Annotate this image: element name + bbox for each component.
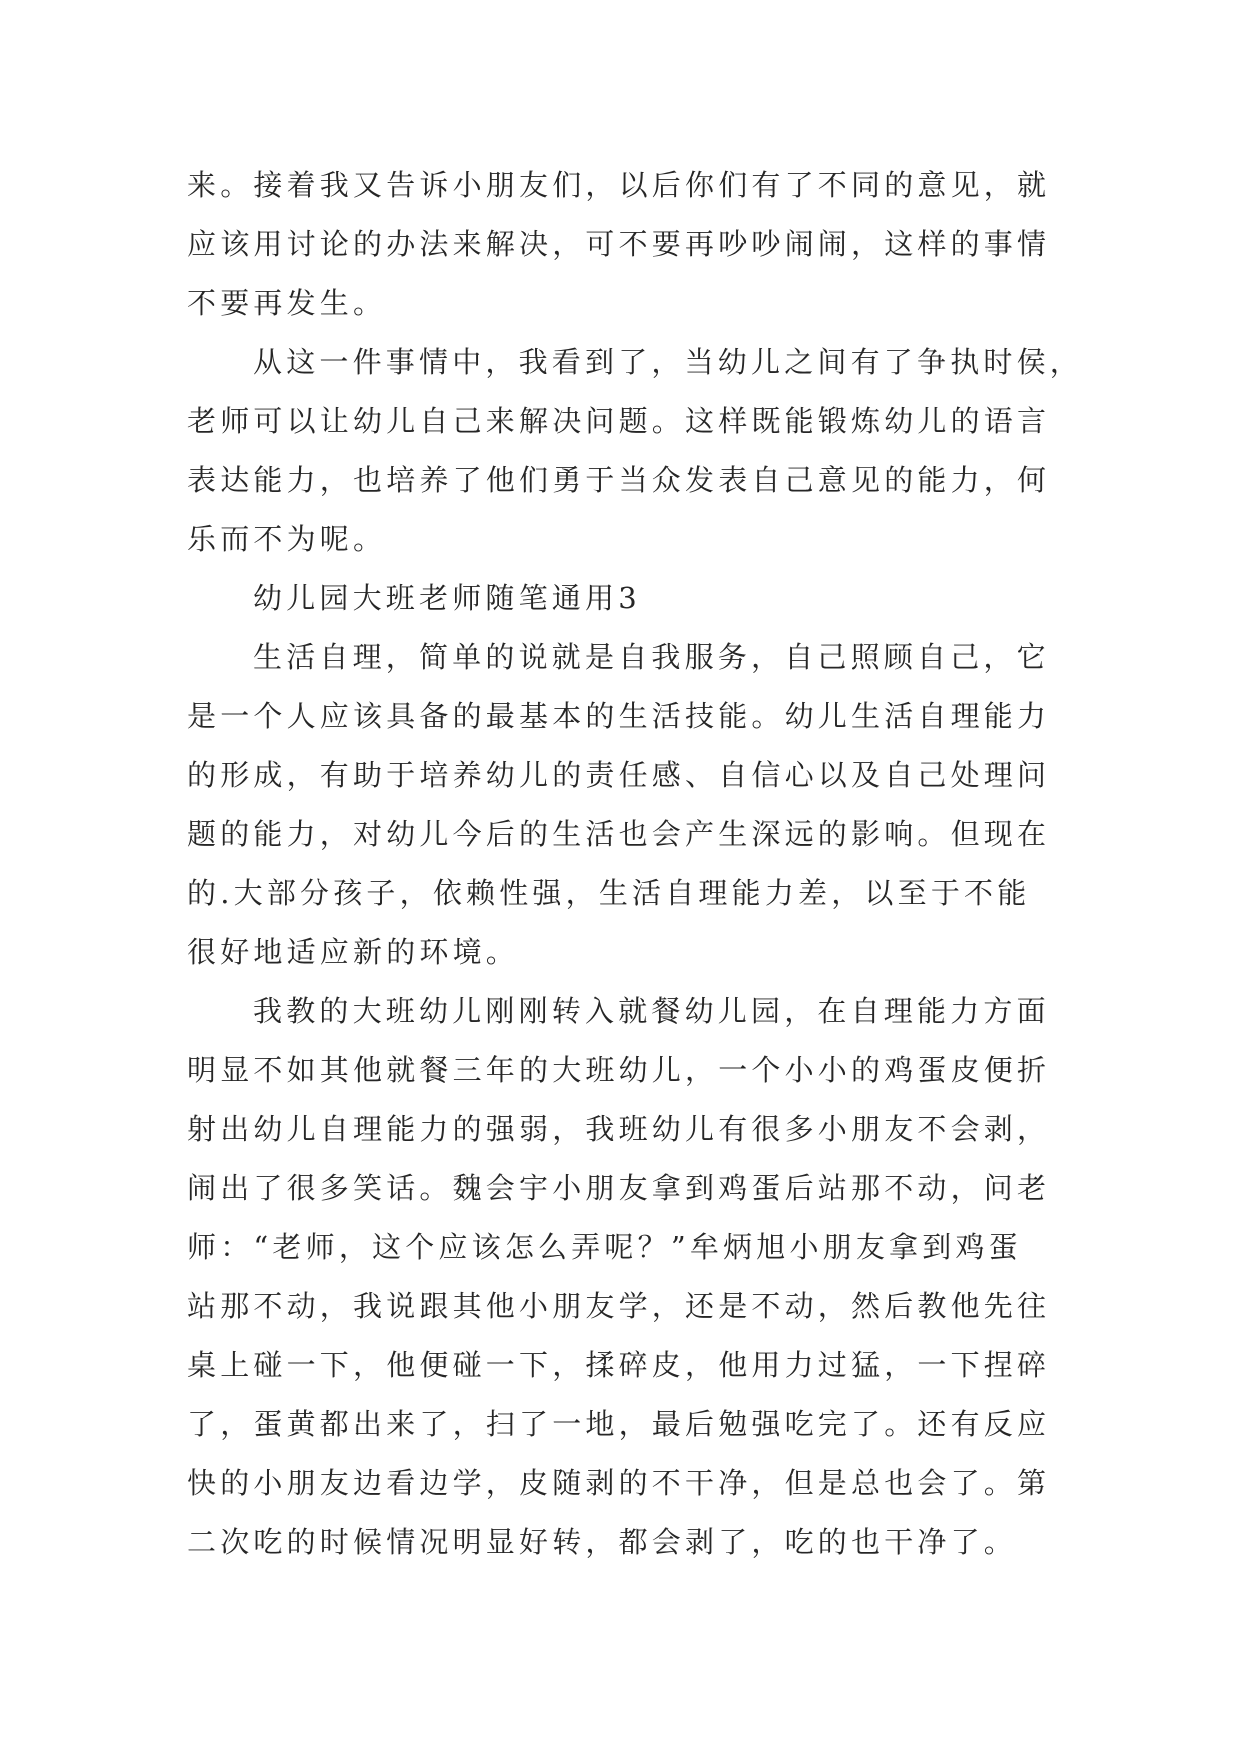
text-line: 是一个人应该具备的最基本的生活技能。幼儿生活自理能力 — [187, 699, 1051, 733]
text-line: 不要再发生。 — [187, 286, 387, 320]
text-line: 从这一件事情中，我看到了，当幼儿之间有了争执时侯， — [253, 345, 1084, 379]
text-line: 快的小朋友边看边学，皮随剥的不干净，但是总也会了。第 — [187, 1466, 1051, 1500]
text-line: 老师可以让幼儿自己来解决问题。这样既能锻炼幼儿的语言 — [187, 404, 1051, 438]
paragraph — [187, 628, 1067, 982]
text-line: 很好地适应新的环境。 — [187, 935, 520, 969]
text-line: 站那不动，我说跟其他小朋友学，还是不动，然后教他先往 — [187, 1289, 1051, 1323]
text-line: 的.大部分孩子，依赖性强，生活自理能力差，以至于不能 — [187, 876, 1031, 910]
paragraph — [187, 333, 1084, 569]
text-line: 明显不如其他就餐三年的大班幼儿，一个小小的鸡蛋皮便折 — [187, 1053, 1051, 1087]
text-line: 题的能力，对幼儿今后的生活也会产生深远的影响。但现在 — [187, 817, 1051, 851]
text-line: 我教的大班幼儿刚刚转入就餐幼儿园，在自理能力方面 — [253, 994, 1050, 1028]
text-line: 来。接着我又告诉小朋友们，以后你们有了不同的意见，就 — [187, 168, 1051, 202]
text-line: 表达能力，也培养了他们勇于当众发表自己意见的能力，何 — [187, 463, 1051, 497]
text-line: 二次吃的时候情况明显好转，都会剥了，吃的也干净了。 — [187, 1525, 1018, 1559]
section-heading — [187, 569, 1067, 628]
text-line: 乐而不为呢。 — [187, 522, 387, 556]
document-body — [187, 156, 1084, 1572]
text-line: 师：“老师，这个应该怎么弄呢？”牟炳旭小朋友拿到鸡蛋 — [187, 1230, 1022, 1264]
text-line: 了，蛋黄都出来了，扫了一地，最后勉强吃完了。还有反应 — [187, 1407, 1051, 1441]
text-line: 射出幼儿自理能力的强弱，我班幼儿有很多小朋友不会剥， — [187, 1112, 1051, 1146]
text-line: 闹出了很多笑话。魏会宇小朋友拿到鸡蛋后站那不动，问老 — [187, 1171, 1051, 1205]
paragraph — [187, 982, 1067, 1572]
text-line: 应该用讨论的办法来解决，可不要再吵吵闹闹，这样的事情 — [187, 227, 1051, 261]
text-line: 生活自理，简单的说就是自我服务，自己照顾自己，它 — [253, 640, 1050, 674]
heading-text: 幼儿园大班老师随笔通用3 — [253, 581, 641, 615]
text-line: 桌上碰一下，他便碰一下，揉碎皮，他用力过猛，一下捏碎 — [187, 1348, 1051, 1382]
paragraph — [187, 156, 1067, 333]
text-line: 的形成，有助于培养幼儿的责任感、自信心以及自己处理问 — [187, 758, 1051, 792]
